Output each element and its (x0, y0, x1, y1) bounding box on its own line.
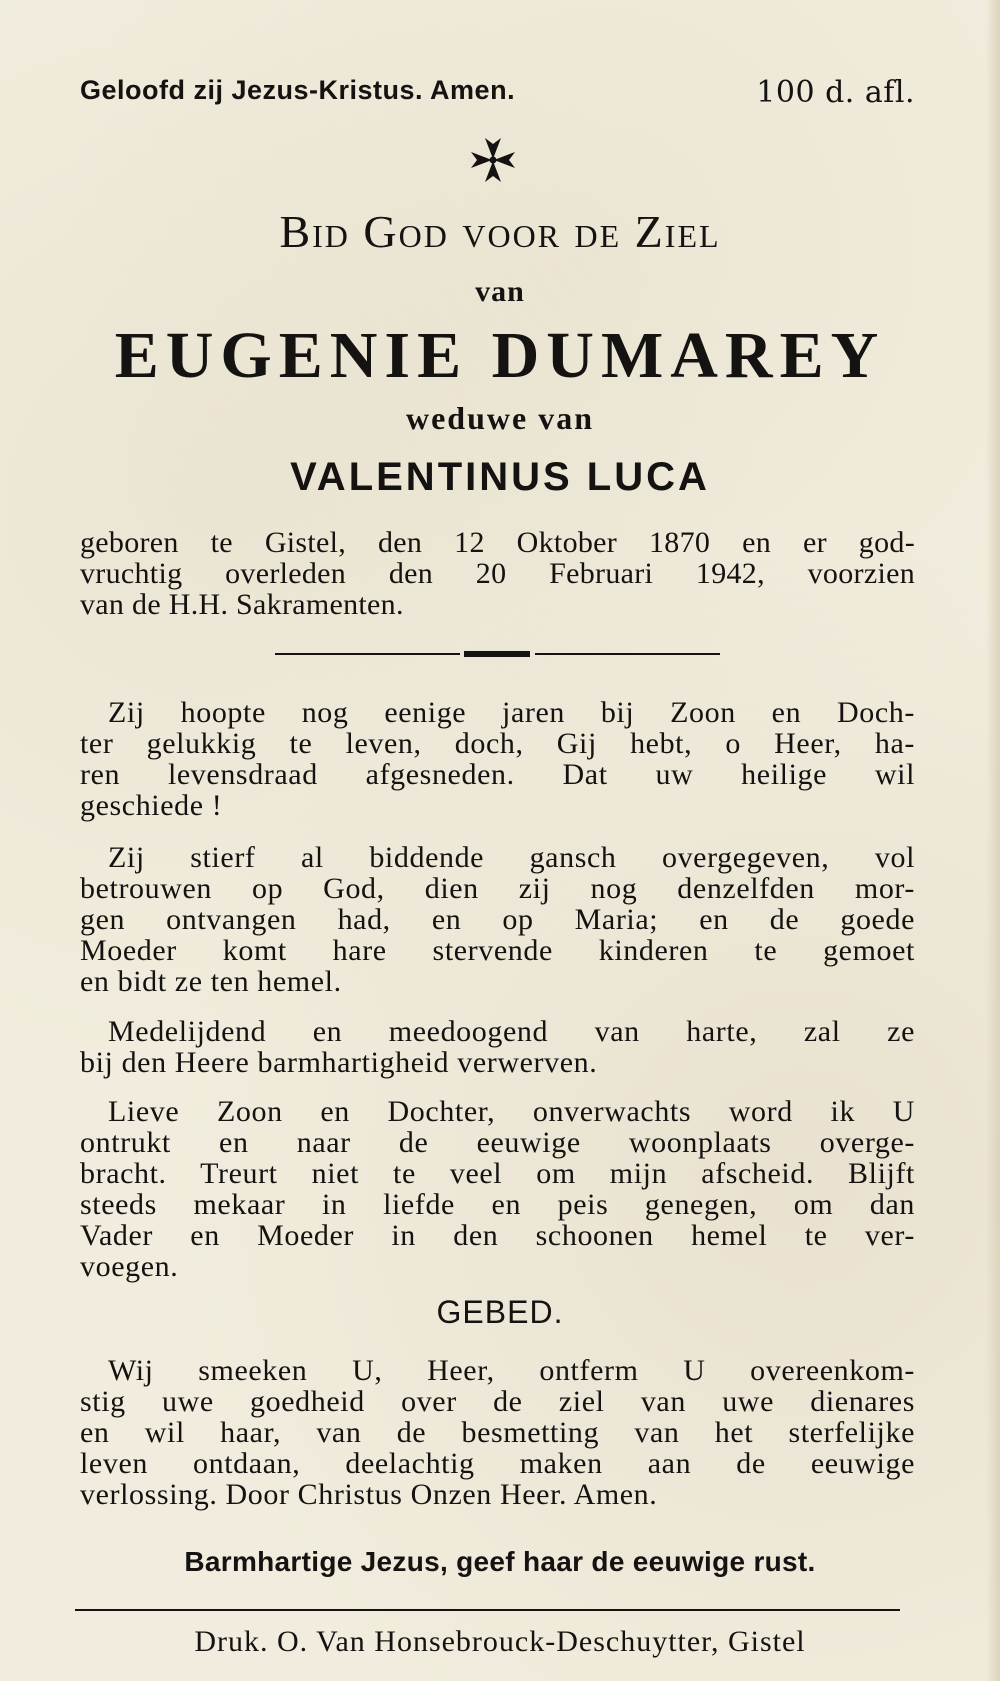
husband-name: VALENTINUS LUCA (290, 455, 710, 499)
card-header (80, 75, 915, 115)
prayer-heading: GEBED. (436, 1294, 564, 1330)
text-line: ontrukt en naar de eeuwige woonplaats overge- (80, 1126, 915, 1159)
ornamental-divider (275, 651, 720, 657)
prayer-text (80, 1355, 915, 1510)
text-line: steeds mekaar in liefde en peis genegen, om dan (80, 1188, 915, 1221)
footer-rule (75, 1609, 900, 1611)
pray-for-soul-heading: Bid God voor de Ziel (279, 206, 721, 257)
maltese-cross-icon (465, 132, 521, 188)
text-line: Zij stierf al biddende gansch overgegeven, vol (108, 841, 915, 874)
deceased-name: EUGENIE DUMAREY (114, 319, 886, 392)
text-line: voegen. (80, 1250, 179, 1283)
printer-imprint: Druk. O. Van Honsebrouck-Deschuytter, Gistel (194, 1625, 806, 1658)
text-line: leven ontdaan, deelachtig maken aan de eeuwige (80, 1447, 915, 1480)
text-line: geboren te Gistel, den 12 Oktober 1870 en er god- (80, 526, 915, 559)
text-line: gen ontvangen had, en op Maria; en de goede (80, 903, 915, 936)
text-line: bij den Heere barmhartigheid verwerven. (80, 1046, 598, 1079)
text-line: bracht. Treurt niet te veel om mijn afscheid. Blijft (80, 1157, 915, 1190)
text-line: betrouwen op God, dien zij nog denzelfden mor- (80, 872, 915, 905)
paragraph-farewell (80, 1096, 915, 1282)
paragraph-death (80, 842, 915, 997)
text-line: Vader en Moeder in den schoonen hemel te ver- (80, 1219, 915, 1252)
text-line: Moeder komt hare stervende kinderen te gemoet (80, 934, 915, 967)
text-line: Medelijdend en meedoogend van harte, zal ze (108, 1015, 915, 1048)
text-line: ter gelukkig te leven, doch, Gij hebt, o Heer, ha- (80, 727, 915, 760)
text-line: Lieve Zoon en Dochter, onverwachts word ik U (108, 1095, 915, 1128)
text-line: en wil haar, van de besmetting van het sterfelijke (80, 1416, 915, 1449)
text-line: Zij hoopte nog eenige jaren bij Zoon en Doch- (108, 696, 915, 729)
text-line: verlossing. Door Christus Onzen Heer. Amen. (80, 1478, 658, 1511)
closing-invocation: Barmhartige Jezus, geef haar de eeuwige rust. (184, 1546, 816, 1577)
header-blessing: Geloofd zij Jezus-Kristus. Amen. (80, 75, 516, 105)
text-line: en bidt ze ten hemel. (80, 965, 342, 998)
text-line: stig uwe goedheid over de ziel van uwe dienares (80, 1385, 915, 1418)
text-line: geschiede ! (80, 789, 223, 822)
birth-death-text (80, 527, 915, 620)
text-line: vruchtig overleden den 20 Februari 1942, voorzien (80, 557, 915, 590)
header-indulgence: 100 d. afl. (756, 75, 915, 110)
paragraph-mercy (80, 1016, 915, 1078)
widow-of-label: weduwe van (405, 400, 594, 436)
text-line: Wij smeeken U, Heer, ontferm U overeenkom- (108, 1354, 915, 1387)
paragraph-hope (80, 697, 915, 821)
text-line: van de H.H. Sakramenten. (80, 588, 404, 621)
van-label: van (475, 275, 525, 308)
text-line: ren levensdraad afgesneden. Dat uw heilige wil (80, 758, 915, 791)
